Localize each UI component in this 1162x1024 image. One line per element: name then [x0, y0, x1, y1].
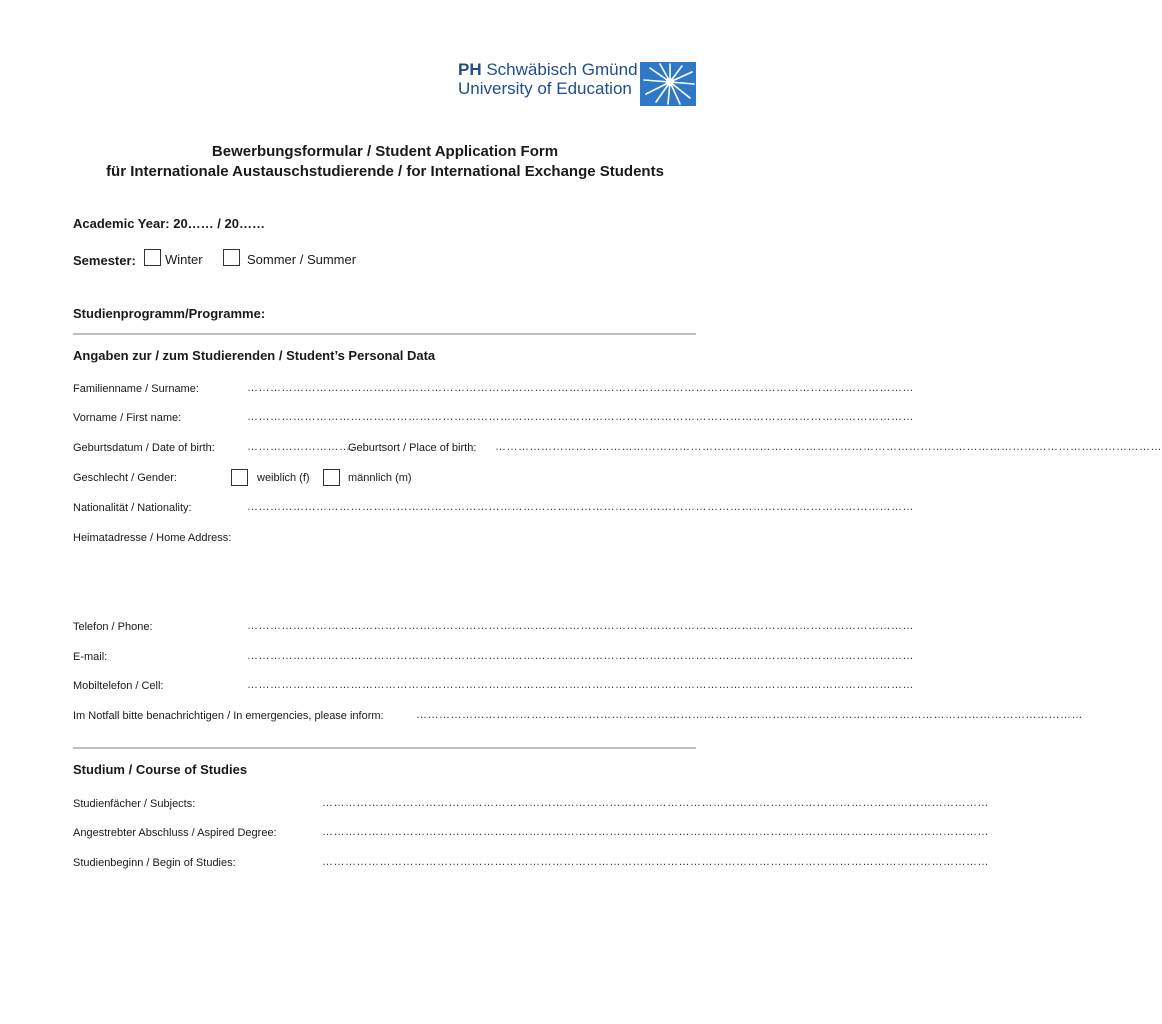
divider [73, 333, 696, 335]
first-name-field[interactable]: ………………………………………………………………………………………………………………………………………………………… [247, 411, 914, 423]
programme-label: Studienprogramm/Programme: [73, 306, 266, 321]
home-address-label: Heimatadresse / Home Address: [73, 532, 232, 544]
subjects-label: Studienfächer / Subjects: [73, 798, 196, 810]
mobile-field[interactable]: ………………………………………………………………………………………………………………………………………………………… [247, 679, 914, 691]
logo-title: PH Schwäbisch Gmünd [458, 60, 638, 79]
nationality-label: Nationalität / Nationality: [73, 502, 192, 514]
form-title-line2: für Internationale Austauschstudierende / for International Exchange Students [106, 163, 664, 180]
emergency-label: Im Notfall bitte benachrichtigen / In emergencies, please inform: [73, 710, 384, 722]
phone-field[interactable]: ………………………………………………………………………………………………………………………………………………………… [247, 620, 914, 632]
dob-field[interactable]: ………………………. [247, 441, 355, 453]
form-title-line1: Bewerbungsformular / Student Application Form [211, 143, 559, 160]
sun-rays-logo-icon [640, 62, 696, 106]
logo-subtitle: University of Education [458, 79, 632, 98]
pob-field[interactable]: ………………………………………………………………………………………………………………………………………………………… [495, 441, 1162, 453]
studies-heading: Studium / Course of Studies [73, 762, 248, 777]
academic-year: Academic Year: 20…… / 20…… [73, 216, 265, 231]
summer-label: Sommer / Summer [247, 252, 357, 267]
winter-label: Winter [165, 252, 203, 267]
subjects-field[interactable]: ………………………………………………………………………………………………………………………………………………………… [322, 797, 989, 809]
email-field[interactable]: ………………………………………………………………………………………………………………………………………………………… [247, 650, 914, 662]
summer-checkbox[interactable] [223, 249, 240, 266]
surname-field[interactable]: ………………………………………………………………………………………………………………………………………………………… [247, 382, 914, 394]
phone-label: Telefon / Phone: [73, 621, 153, 633]
surname-label: Familienname / Surname: [73, 383, 199, 395]
semester-label: Semester: [73, 253, 136, 268]
mobile-label: Mobiltelefon / Cell: [73, 680, 164, 692]
dob-label: Geburtsdatum / Date of birth: [73, 442, 215, 454]
male-label: männlich (m) [348, 472, 412, 484]
gender-label: Geschlecht / Gender: [73, 472, 177, 484]
male-checkbox[interactable] [323, 469, 340, 486]
begin-field[interactable]: ………………………………………………………………………………………………………………………………………………………… [322, 856, 989, 868]
divider [73, 747, 696, 749]
begin-label: Studienbeginn / Begin of Studies: [73, 857, 236, 869]
female-label: weiblich (f) [257, 472, 310, 484]
emergency-field[interactable]: ………………………………………………………………………………………………………………………………………………………… [416, 709, 1083, 721]
pob-label: Geburtsort / Place of birth: [348, 442, 477, 454]
winter-checkbox[interactable] [144, 249, 161, 266]
female-checkbox[interactable] [231, 469, 248, 486]
degree-field[interactable]: ………………………………………………………………………………………………………………………………………………………… [322, 826, 989, 838]
degree-label: Angestrebter Abschluss / Aspired Degree: [73, 827, 277, 839]
email-label: E-mail: [73, 651, 108, 663]
personal-data-heading: Angaben zur / zum Studierenden / Student’s Personal Data [73, 348, 436, 363]
nationality-field[interactable]: ………………………………………………………………………………………………………………………………………………………… [247, 501, 914, 513]
first-name-label: Vorname / First name: [73, 412, 182, 424]
